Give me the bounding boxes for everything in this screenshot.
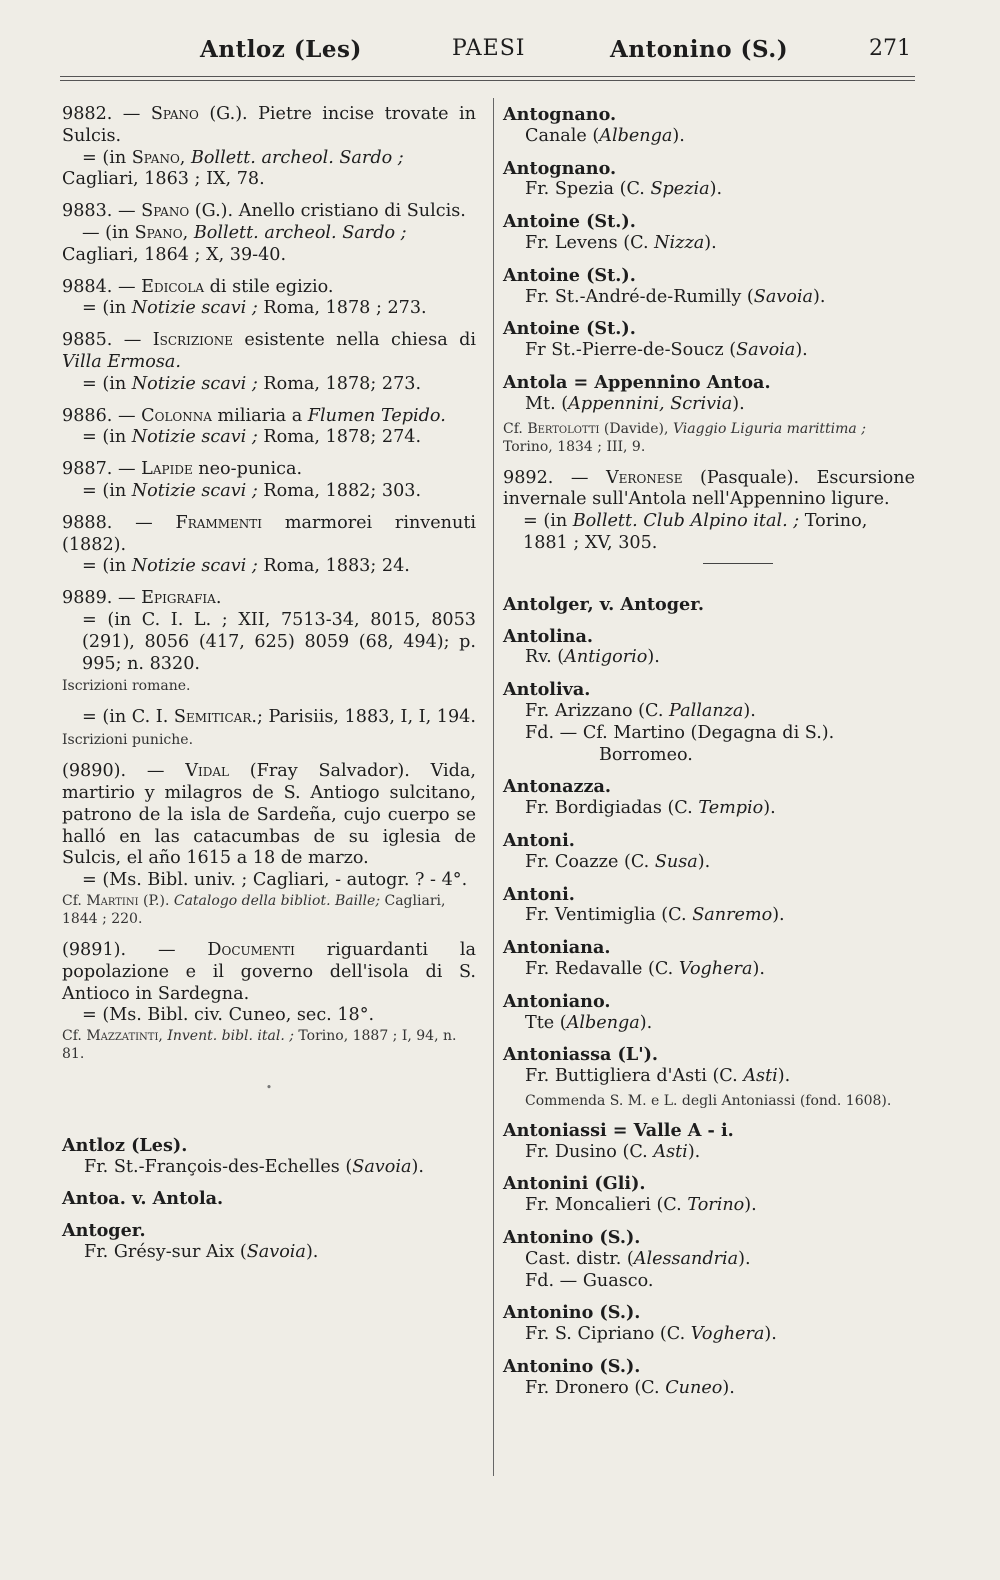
bib-entry-9884: 9884. — Edicola di stile egizio. = (in Notizie scavi ; Roma, 1878 ; 273. [62,277,476,321]
entry-number: 9887. [62,459,113,480]
entry-crossref [62,1027,476,1063]
place-detail: Fr. Ventimiglia (C. Sanremo). [525,905,785,926]
place-entry-antola [503,372,915,416]
entry-number: (9890). [62,761,127,782]
entry-citation [62,223,476,245]
right-column [503,104,915,1410]
citation-journal: Notizie scavi ; [131,427,258,448]
crossref-initials: (P.). [143,892,170,909]
place-name: Antoniassa (L'). [503,1044,659,1066]
place-name: Antoniano. [503,990,611,1012]
running-head-right: Antonino (S.) [610,36,789,63]
place-name: Antoine (St.). [503,264,636,286]
citation-prefix: = (in [523,511,568,532]
citation-location: Roma, 1882; 303. [263,480,422,501]
citation-journal: Notizie scavi ; [131,373,258,394]
citation-location: ; Parisiis, 1883, I, I, 194. [256,707,476,728]
citation-location: Roma, 1883; 24. [263,556,410,577]
place-detail: Fr. Redavalle (C. Voghera). [525,958,765,979]
entry-author: Edicola [141,276,205,297]
entry-number: 9888. [62,512,113,533]
bib-entry-9883: 9883. — Spano (G.). Anello cristiano di Sulcis. — (in Spano, Bollett. archeol. Sardo ; Cagliari, 1864 ; X, 39-40. [62,201,476,266]
entry-author: Veronese [605,467,683,488]
entry-citation: = (Ms. Bibl. univ. ; Cagliari, - autogr. ? - 4°. [82,870,468,891]
place-name: Antonazza. [503,776,612,798]
running-head-left: Antloz (Les) [200,36,362,63]
crossref-location: Cagliari, 1844 ; 220. [62,892,446,927]
entry-author: Documenti [207,939,295,960]
place-name: Antola = Appennino Antoa. [503,371,771,393]
place-detail: Fr. Dusino (C. Asti). [525,1141,701,1162]
citation-prefix: = (in [82,427,127,448]
place-detail: Fr. Moncalieri (C. Torino). [525,1195,757,1216]
entry-title: marmorei rinvenuti (1882). [62,512,477,555]
entry-citation: = (in C. I. L. ; XII, 7513-34, 8015, 8053 (291), 8056 (417, 625) 8059 (68, 494); p. 995; n. 8320. [82,609,476,674]
place-detail: Fr. St.-François-des-Echelles (Savoia). [84,1156,424,1177]
page-number: 271 [869,36,911,61]
citation-location: Cagliari, 1864 ; X, 39-40. [62,244,287,265]
entry-number: 9892. [503,467,554,488]
header-rule-top [60,76,915,77]
entry-citation: = (Ms. Bibl. civ. Cuneo, sec. 18°. [82,1005,375,1026]
citation-journal: Bollett. archeol. Sardo ; [193,222,407,243]
place-detail: Fr. Spezia (C. Spezia). [525,179,723,200]
citation-prefix: = (in [82,298,127,319]
entry-note: Iscrizioni puniche. [62,732,194,749]
bib-entry-9886: 9886. — Colonna miliaria a Flumen Tepido. = (in Notizie scavi ; Roma, 1878; 274. [62,406,476,450]
place-name: Antoliva. [503,679,591,701]
place-entry [503,991,915,1035]
entry-title: neo-punica. [198,459,303,480]
place-name: Antoniassi = Valle A - i. [503,1119,734,1141]
entry-number: (9891). [62,939,127,960]
place-name: Antoine (St.). [503,211,636,233]
place-name: Antolger, v. Antoger. [503,593,705,615]
entry-author: Lapide [141,459,193,480]
citation-location: Roma, 1878; 274. [263,427,422,448]
bib-entry-9882: 9882. — Spano (G.). Pietre incise trovate in Sulcis. = (in Spano, Bollett. archeol. Sardo ; Cagliari, 1863 ; IX, 78. [62,104,476,190]
citation-journal: Notizie scavi ; [131,556,258,577]
place-entry [503,1356,915,1400]
citation-journal: Notizie scavi ; [131,298,258,319]
place-detail: Fr. Coazze (C. Susa). [525,851,711,872]
entry-number: 9883. [62,201,113,222]
citation-prefix: — (in [82,222,130,243]
place-entry [503,884,915,928]
entry-author: Spano [141,201,190,222]
place-detail: Rv. (Antigorio). [525,647,660,668]
citation-prefix: = (in [82,556,127,577]
place-name: Antonino (S.). [503,1227,641,1249]
entry-author: Spano [150,104,199,124]
place-detail: Tte (Albenga). [525,1012,653,1033]
place-detail: Fr. Dronero (C. Cuneo). [525,1377,735,1398]
place-detail-3: Borromeo. [599,744,693,765]
place-detail-2: Fd. — Cf. Martino (Degagna di S.). [525,722,835,743]
place-entry [503,830,915,874]
place-entry [503,679,915,766]
crossref-author: Bertolotti [527,420,600,437]
bib-entry-9892: 9892. — Veronese (Pasquale). Escursione invernale sull'Antola nell'Appennino ligure. = (in Bollett. Club Alpino ital. ; Torino, 1881 ; XV, 305. [503,467,916,553]
place-name: Antonini (Gli). [503,1173,646,1195]
place-entry [503,211,915,255]
place-detail: Fr. Buttigliera d'Asti (C. Asti). [525,1066,791,1087]
entry-title: Vida, martirio y milagros de S. Antiogo sulcitano, patrono de la isla de Sardeña, cujo cuerpo se halló en las catacumbas de su iglesia de Sulcis, el año 1615 a 18 de marzo. [62,761,476,869]
entry-title: Escursione invernale sull'Antola nell'Appennino ligure. [503,467,916,510]
entry-citation [62,481,476,503]
crossref-location: Torino, 1834 ; III, 9. [503,438,646,455]
citation-journal: Bollett. Club Alpino ital. ; [572,511,800,532]
entry-title: miliaria a [217,405,303,426]
place-name: Antoine (St.). [503,318,636,340]
entry-citation [62,374,476,396]
running-head-section: PAESI [452,36,526,61]
citation-series: Semiticar. [173,707,257,728]
citation-prefix: = (in [82,373,127,394]
bib-entry-9888: 9888. — Frammenti marmorei rinvenuti (1882). = (in Notizie scavi ; Roma, 1883; 24. [62,512,477,577]
entry-author: Colonna [141,405,212,426]
entry-note: Iscrizioni romane. [62,678,191,695]
place-entry [62,1135,476,1179]
entry-number: 9885. [62,330,113,351]
place-detail-2: Fd. — Guasco. [525,1270,654,1291]
place-name: Antonino (S.). [503,1356,641,1378]
entry-title: di stile egizio. [209,276,334,297]
place-name: Antoger. [62,1220,146,1242]
entry-author: Vidal [185,761,229,782]
place-name: Antolina. [503,625,593,647]
crossref-initials: (Davide), [603,420,669,437]
place-detail: Fr. St.-André-de-Rumilly (Savoia). [525,286,826,307]
citation-journal: Notizie scavi ; [131,480,258,501]
place-name: Antoni. [503,883,575,905]
entry-number: 9889. [62,588,113,609]
place-entry [503,626,915,670]
header-rule-bottom [60,80,915,81]
place-name: Antoa. v. Antola. [62,1188,224,1210]
place-entry [503,594,915,616]
crossref-title: Invent. bibl. ital. ; [167,1028,294,1045]
place-entry [503,1044,915,1110]
section-rule [703,563,773,564]
citation-prefix: = (in [82,147,127,168]
entry-citation [62,298,476,320]
place-entry [503,1173,915,1217]
bib-entry-9887: 9887. — Lapide neo-punica. = (in Notizie scavi ; Roma, 1882; 303. [62,459,476,503]
place-entry [503,318,915,362]
entry-title: esistente nella chiesa di [244,330,476,351]
place-entry [503,776,915,820]
citation-prefix: = (in [82,480,127,501]
entry-citation [62,556,476,578]
place-detail: Mt. (Appennini, Scrivia). [525,393,745,414]
place-detail: Cast. distr. (Alessandria). [525,1248,751,1269]
citation-prefix: = (in C. I. [82,707,169,728]
entry-title-italic: Villa Ermosa. [62,351,181,372]
place-detail: Fr. Arizzano (C. Pallanza). [525,700,756,721]
place-name: Antoni. [503,829,575,851]
bib-entry-9890: (9890). — Vidal (Fray Salvador). Vida, martirio y milagros de S. Antiogo sulcitano, patrono de la isla de Sardeña, cujo cuerpo se halló en las catacumbas de su iglesia de Sulcis, el año 1615 a 18 de marzo. = (Ms. Bibl. univ. ; Cagliari, - autogr. ? - 4°. Cf. Martini (P.). Catalogo della bibliot. Baille; Cagliari, 1844 ; 220. [62,761,476,927]
entry-author: Iscrizione [152,330,234,351]
running-header [60,36,915,76]
place-entry [62,1220,476,1264]
place-entry [62,1188,476,1210]
entry-title: Anello cristiano di Sulcis. [238,201,466,222]
entry-citation-2 [62,707,476,729]
place-entry [503,158,915,202]
entry-citation [503,511,915,555]
bib-entry-9889: 9889. — Epigrafia. = (in C. I. L. ; XII, 7513-34, 8015, 8053 (291), 8056 (417, 625) 8059 (68, 494); p. 995; n. 8320. Iscrizioni romane. = (in C. I. Semiticar.; Parisiis, 1883, I, I, 194. Iscrizioni puniche. [62,588,476,749]
column-divider [493,98,494,1476]
entry-title: riguardanti la popolazione e il governo dell'isola di S. Antioco in Sardegna. [62,939,477,1004]
entry-citation [62,427,476,449]
entry-author-rest: (Pasquale). [700,467,800,488]
citation-author: Spano, [131,147,186,168]
bib-entry-9891: (9891). — Documenti riguardanti la popolazione e il governo dell'isola di S. Antioco in Sardegna. = (Ms. Bibl. civ. Cuneo, sec. 18°. Cf. Mazzatinti, Invent. bibl. ital. ; Torino, 1887 ; I, 94, n. 81. [62,939,477,1063]
entry-crossref [503,420,915,456]
place-entry [503,1227,915,1292]
entry-number: 9884. [62,276,113,297]
citation-location: Roma, 1878 ; 273. [263,298,427,319]
place-detail: Fr. Levens (C. Nizza). [525,232,717,253]
place-entry [503,104,915,148]
entry-citation [62,148,476,170]
place-name: Antloz (Les). [62,1134,188,1156]
entry-title: Pietre incise trovate in Sulcis. [62,104,476,146]
crossref-location: Torino, 1887 ; I, 94, n. 81. [62,1028,457,1063]
place-detail: Fr. Bordigiadas (C. Tempio). [525,798,776,819]
place-detail: Fr. Grésy-sur Aix (Savoia). [84,1242,319,1263]
crossref-prefix: Cf. [503,420,523,437]
crossref-prefix: Cf. [62,892,82,909]
crossref-title: Catalogo della bibliot. Baille; [173,892,381,909]
place-entry [503,265,915,309]
place-note: Commenda S. M. e L. degli Antoniassi (fond. 1608). [525,1092,892,1109]
entry-author: Frammenti [175,512,263,533]
entry-author-initials: (G.). [194,201,234,222]
place-entry [503,937,915,981]
place-entry [503,1302,915,1346]
crossref-title: Viaggio Liguria marittima ; [672,420,866,437]
left-column [62,104,476,1274]
citation-journal: Bollett. archeol. Sardo ; [190,147,404,168]
place-name: Antonino (S.). [503,1302,641,1324]
place-detail: Fr. S. Cipriano (C. Voghera). [525,1324,777,1345]
citation-location: Torino, 1881 ; XV, 305. [523,511,868,553]
place-name: Antognano. [503,104,617,125]
bib-entry-9885: 9885. — Iscrizione esistente nella chiesa di Villa Ermosa. = (in Notizie scavi ; Roma, 1878; 273. [62,330,476,394]
citation-author: Spano, [134,222,189,243]
crossref-prefix: Cf. [62,1028,82,1045]
place-detail: Fr St.-Pierre-de-Soucz (Savoia). [525,340,808,361]
place-detail: Canale (Albenga). [525,125,685,146]
crossref-author: Mazzatinti, [86,1028,163,1045]
crossref-author: Martini [86,892,139,909]
entry-author-initials: (G.). [209,104,248,124]
place-entry [503,1120,915,1164]
citation-location: Cagliari, 1863 ; IX, 78. [62,169,265,190]
entry-number: 9882. [62,104,113,124]
entry-crossref [62,892,476,928]
entry-number: 9886. [62,405,113,426]
entry-title-italic: Flumen Tepido. [307,405,446,426]
section-dingbat: • [265,1081,273,1095]
place-name: Antognano. [503,157,617,179]
entry-author-rest: (Fray Salvador). [249,761,410,782]
entry-author: Epigrafia. [141,588,222,609]
citation-location: Roma, 1878; 273. [263,373,422,394]
place-name: Antoniana. [503,937,611,959]
